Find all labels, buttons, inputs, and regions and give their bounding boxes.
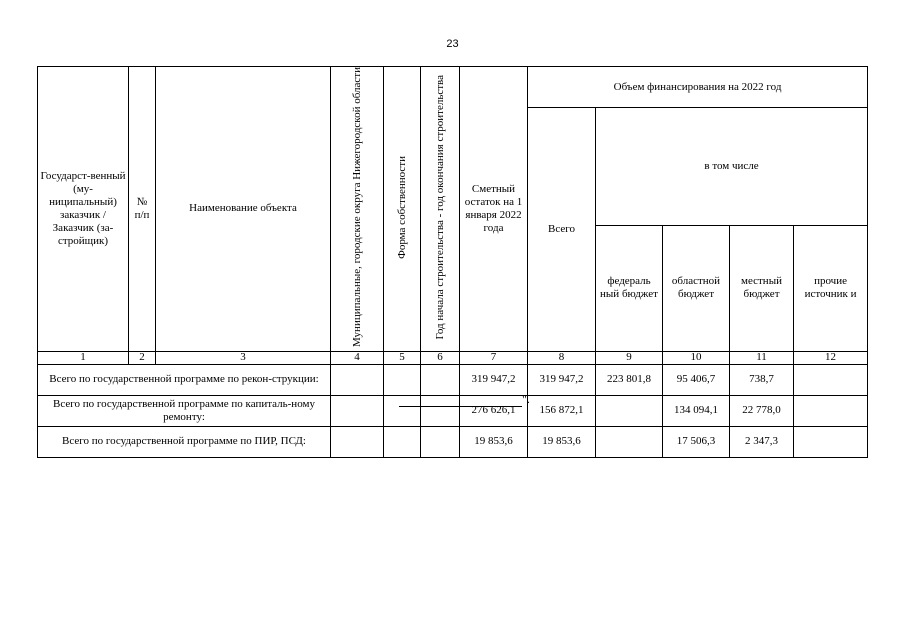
page-number: 23: [446, 38, 459, 50]
empty-cell: [384, 426, 421, 457]
header-other: прочие источник и: [794, 225, 868, 351]
empty-cell: [331, 426, 384, 457]
closing-mark: [399, 392, 530, 407]
header-estimate: Сметный остаток на 1 января 2022 года: [460, 67, 528, 352]
column-number-row: [38, 351, 868, 364]
empty-cell: [421, 426, 460, 457]
header-ownership: Форма собственности: [396, 155, 408, 259]
closing-quote: ".: [522, 392, 530, 406]
local-value: 738,7: [730, 364, 794, 395]
other-value: [794, 364, 868, 395]
header-years-cell: [421, 67, 460, 352]
regional-value: 95 406,7: [663, 364, 730, 395]
header-local: местный бюджет: [730, 225, 794, 351]
column-number: 9: [596, 351, 663, 364]
column-number: 1: [38, 351, 129, 364]
row-label: Всего по государственной программе по рекон-струкции:: [38, 364, 331, 395]
header-years: Год начала строительства - год окончания строительства: [434, 74, 446, 340]
header-num: № п/п: [129, 67, 156, 352]
header-federal: федераль ный бюджет: [596, 225, 663, 351]
empty-cell: [331, 395, 384, 426]
regional-value: 17 506,3: [663, 426, 730, 457]
regional-value: 134 094,1: [663, 395, 730, 426]
federal-value: [596, 426, 663, 457]
column-number: 11: [730, 351, 794, 364]
empty-cell: [331, 364, 384, 395]
column-number: 3: [156, 351, 331, 364]
header-ownership-cell: [384, 67, 421, 352]
column-number: 7: [460, 351, 528, 364]
estimate-value: 319 947,2: [460, 364, 528, 395]
total-value: 156 872,1: [528, 395, 596, 426]
other-value: [794, 426, 868, 457]
estimate-value: 276 626,1: [460, 395, 528, 426]
other-value: [794, 395, 868, 426]
signature-line: [399, 395, 522, 407]
column-number: 12: [794, 351, 868, 364]
header-municipality: Муниципальные, городские округа Нижегородской области: [351, 67, 363, 347]
column-number: 6: [421, 351, 460, 364]
header-object-name: Наименование объекта: [156, 67, 331, 352]
empty-cell: [384, 364, 421, 395]
local-value: 22 778,0: [730, 395, 794, 426]
column-number: 8: [528, 351, 596, 364]
table-row: [38, 364, 868, 395]
table-row: [38, 426, 868, 457]
column-number: 10: [663, 351, 730, 364]
header-including: в том числе: [596, 108, 868, 226]
row-label: Всего по государственной программе по ПИР, ПСД:: [38, 426, 331, 457]
header-regional: областной бюджет: [663, 225, 730, 351]
row-label: Всего по государственной программе по капиталь-ному ремонту:: [38, 395, 331, 426]
estimate-value: 19 853,6: [460, 426, 528, 457]
federal-value: [596, 395, 663, 426]
empty-cell: [421, 364, 460, 395]
total-value: 319 947,2: [528, 364, 596, 395]
header-total: Всего: [528, 108, 596, 352]
total-value: 19 853,6: [528, 426, 596, 457]
column-number: 4: [331, 351, 384, 364]
local-value: 2 347,3: [730, 426, 794, 457]
column-number: 2: [129, 351, 156, 364]
column-number: 5: [384, 351, 421, 364]
header-municipality-cell: [331, 67, 384, 352]
header-funding: Объем финансирования на 2022 год: [528, 67, 868, 108]
federal-value: 223 801,8: [596, 364, 663, 395]
header-customer: Государст-венный (му-ниципальный) заказчик / Заказчик (за-стройщик): [38, 67, 129, 352]
